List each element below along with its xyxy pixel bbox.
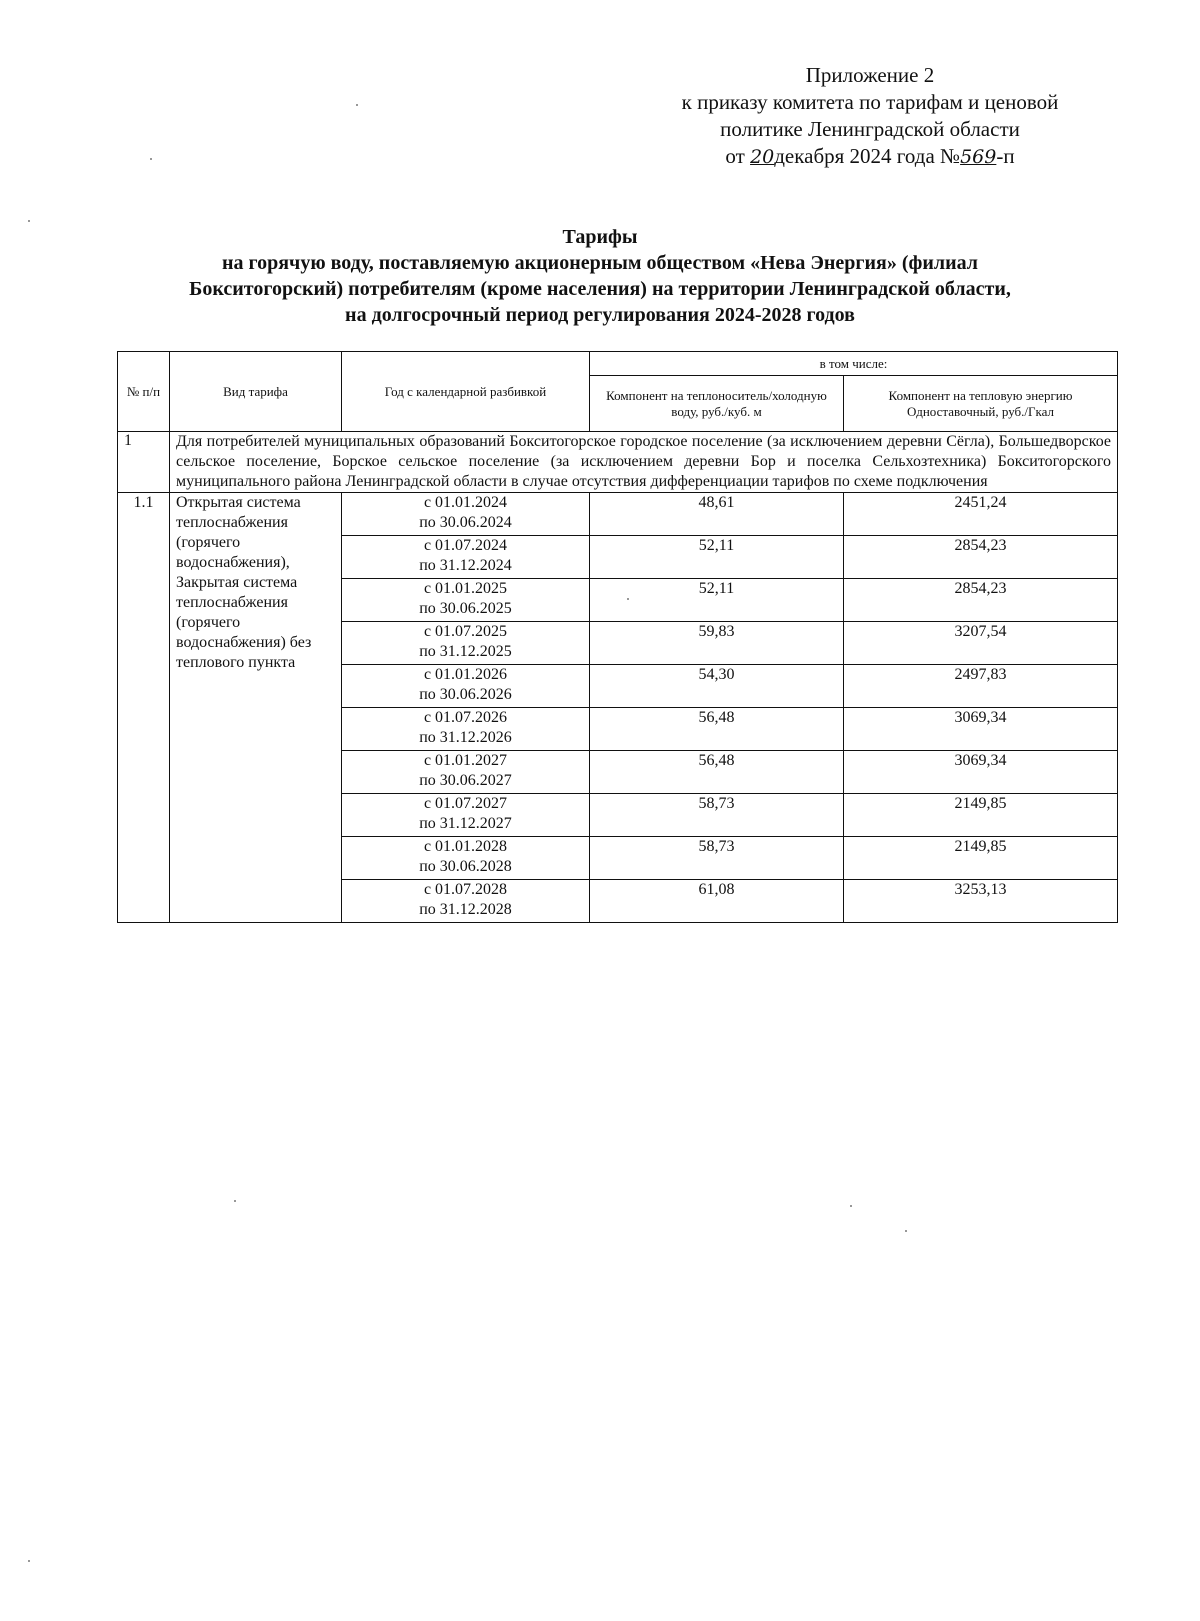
table-row — [118, 493, 1118, 536]
period-cell — [342, 536, 590, 579]
heat-component-value: 2854,23 — [844, 536, 1118, 579]
title-line-2: на горячую воду, поставляемую акционерным обществом «Нева Энергия» (филиал — [221, 252, 979, 274]
water-component-value: 59,83 — [590, 622, 844, 665]
heat-component-value: 2854,23 — [844, 579, 1118, 622]
tariff-type-cell: Открытая система теплоснабжения (горячего водоснабжения), Закрытая система теплоснабжения (горячего водоснабжения) без теплового пункта — [170, 493, 342, 923]
section-description: Для потребителей муниципальных образований Бокситогорское городское поселение (за исключением деревни Сёгла), Большедворское сельское поселение, Борское сельское поселение (за исключением деревни Бор и поселка Сельхозтехника) Бокситогорского муниципального района Ленинградской области в случае отсутствия дифференциации тарифов по схеме подключения — [170, 432, 1118, 493]
annex-date-suffix: -п — [996, 144, 1015, 168]
header-tariff-type: Вид тарифа — [170, 352, 342, 432]
period-from: с 01.01.2026 — [423, 666, 508, 683]
period-to: по 31.12.2026 — [419, 729, 512, 746]
document-title — [80, 224, 1120, 328]
header-including: в том числе: — [590, 352, 1118, 376]
period-from: с 01.07.2028 — [423, 881, 508, 898]
header-component-heat: Компонент на тепловую энергию Одноставочный, руб./Гкал — [844, 376, 1118, 432]
water-component-value: 52,11 — [590, 536, 844, 579]
header-component-water: Компонент на теплоноситель/холодную воду, руб./куб. м — [590, 376, 844, 432]
heat-component-value: 3253,13 — [844, 880, 1118, 923]
subsection-number: 1.1 — [118, 493, 170, 923]
annex-order-ref: к приказу комитета по тарифам и ценовой — [681, 90, 1059, 114]
period-to: по 31.12.2025 — [419, 643, 512, 660]
section-row — [118, 432, 1118, 493]
heat-component-value: 3207,54 — [844, 622, 1118, 665]
period-cell — [342, 579, 590, 622]
title-line-3: Бокситогорский) потребителям (кроме населения) на территории Ленинградской области, — [189, 278, 1011, 300]
annex-date-line — [640, 143, 1100, 171]
period-cell — [342, 880, 590, 923]
water-component-value: 56,48 — [590, 751, 844, 794]
period-from: с 01.01.2024 — [423, 494, 508, 511]
period-from: с 01.01.2027 — [423, 752, 508, 769]
period-to: по 30.06.2027 — [419, 772, 512, 789]
period-from: с 01.01.2025 — [423, 580, 508, 597]
title-line-1: Тарифы — [562, 226, 638, 248]
period-to: по 30.06.2025 — [419, 600, 512, 617]
annex-date-mid: декабря 2024 года № — [774, 144, 961, 168]
annex-day-handwritten: 20 — [750, 146, 775, 168]
water-component-value: 52,11 — [590, 579, 844, 622]
header-num: № п/п — [118, 352, 170, 432]
water-component-value: 48,61 — [590, 493, 844, 536]
annex-header — [640, 62, 1100, 171]
water-component-value: 58,73 — [590, 794, 844, 837]
water-component-value: 54,30 — [590, 665, 844, 708]
water-component-value: 56,48 — [590, 708, 844, 751]
period-cell — [342, 665, 590, 708]
tariff-table — [117, 351, 1118, 923]
heat-component-value: 2497,83 — [844, 665, 1118, 708]
heat-component-value: 2451,24 — [844, 493, 1118, 536]
title-line-4: на долгосрочный период регулирования 2024-2028 годов — [345, 304, 855, 326]
period-to: по 31.12.2027 — [419, 815, 512, 832]
period-from: с 01.07.2026 — [423, 709, 508, 726]
period-from: с 01.07.2025 — [423, 623, 508, 640]
heat-component-value: 3069,34 — [844, 708, 1118, 751]
section-number: 1 — [118, 432, 170, 493]
annex-number: Приложение 2 — [805, 63, 935, 87]
header-period: Год с календарной разбивкой — [342, 352, 590, 432]
period-to: по 30.06.2028 — [419, 858, 512, 875]
period-cell — [342, 751, 590, 794]
period-to: по 31.12.2024 — [419, 557, 512, 574]
period-cell — [342, 622, 590, 665]
period-to: по 30.06.2026 — [419, 686, 512, 703]
period-to: по 30.06.2024 — [419, 514, 512, 531]
period-from: с 01.07.2027 — [423, 795, 508, 812]
annex-date-prefix: от — [725, 144, 751, 168]
period-to: по 31.12.2028 — [419, 901, 512, 918]
period-cell — [342, 493, 590, 536]
water-component-value: 61,08 — [590, 880, 844, 923]
period-cell — [342, 837, 590, 880]
annex-committee: политике Ленинградской области — [720, 117, 1020, 141]
period-cell — [342, 708, 590, 751]
heat-component-value: 2149,85 — [844, 837, 1118, 880]
period-from: с 01.07.2024 — [423, 537, 508, 554]
annex-order-number-handwritten: 569 — [960, 146, 997, 168]
period-from: с 01.01.2028 — [423, 838, 508, 855]
heat-component-value: 2149,85 — [844, 794, 1118, 837]
period-cell — [342, 794, 590, 837]
heat-component-value: 3069,34 — [844, 751, 1118, 794]
water-component-value: 58,73 — [590, 837, 844, 880]
